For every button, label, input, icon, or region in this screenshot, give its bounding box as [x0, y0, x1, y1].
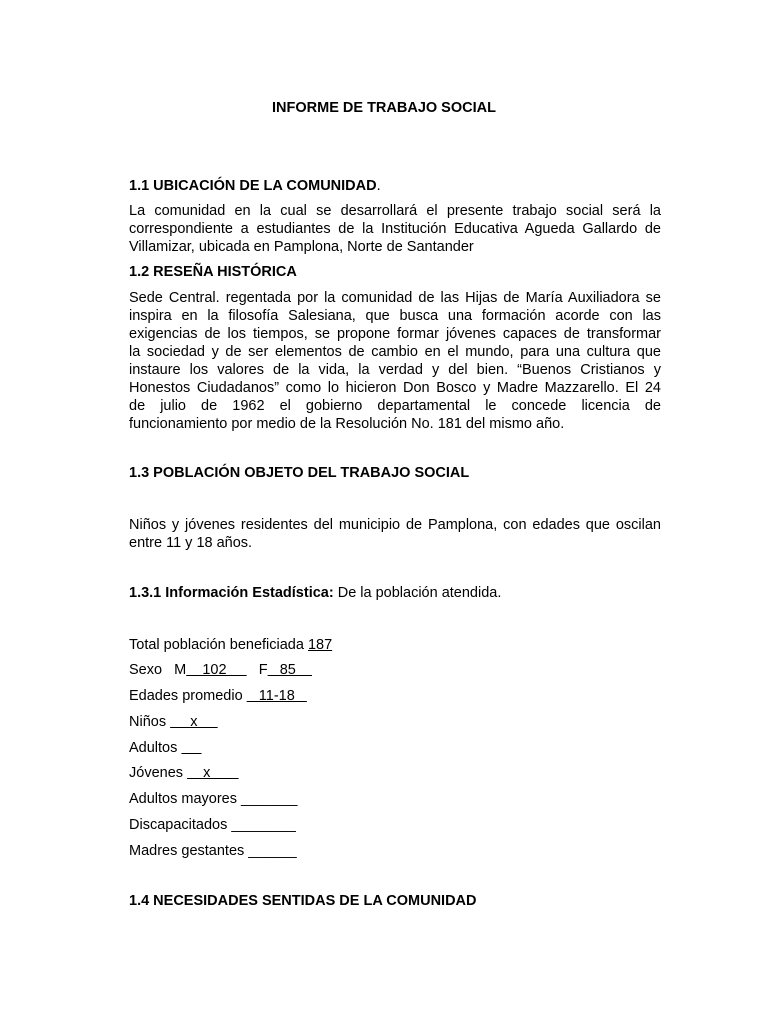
stat-label: Sexo M: [129, 662, 187, 678]
stat-label: Total población beneficiada: [129, 637, 308, 653]
section-heading-estadistica: [129, 585, 501, 602]
paragraph-ubicacion: [129, 202, 661, 256]
stat-value: 187: [307, 637, 333, 653]
stat-label: Edades promedio: [129, 688, 247, 704]
paragraph-line: Honestos Ciudadanos” como lo hicieron Don Bosco y Madre Mazzarello. El 24: [129, 380, 661, 396]
paragraph-line: correspondiente a estudiantes de la Institución Educativa Agueda Gallardo de: [129, 221, 661, 237]
stat-sexo: [129, 662, 312, 679]
paragraph-line: Sede Central. regentada por la comunidad de las Hijas de María Auxiliadora se: [129, 290, 661, 306]
stat-value: x: [170, 714, 218, 730]
paragraph-resena: [129, 289, 661, 433]
stat-value: ________: [231, 817, 296, 833]
section-heading-poblacion: 1.3 POBLACIÓN OBJETO DEL TRABAJO SOCIAL: [129, 465, 470, 481]
paragraph-line: La comunidad en la cual se desarrollará el presente trabajo social será la: [129, 203, 661, 219]
stat-jovenes: [129, 765, 239, 782]
stat-label: F: [246, 662, 268, 678]
stat-label: Jóvenes: [129, 765, 188, 781]
paragraph-line: la sociedad y de ser elementos de cambio en el mundo, para una cultura que: [129, 344, 661, 360]
paragraph-line: instaure los valores de la vida, la verdad y del bien. “Buenos Cristianos y: [129, 362, 661, 378]
document-title: INFORME DE TRABAJO SOCIAL: [272, 100, 496, 116]
stat-label: Niños: [129, 714, 171, 730]
stat-value: x: [187, 765, 239, 781]
stat-adultos-mayores: [129, 791, 297, 808]
stat-label: Adultos mayores: [129, 791, 242, 807]
stat-discapacitados: [129, 817, 296, 834]
stat-value: 11-18: [246, 688, 307, 704]
stat-value: 85: [267, 662, 312, 678]
stat-value: _______: [241, 791, 298, 807]
paragraph-line: Villamizar, ubicada en Pamplona, Norte de Santander: [129, 239, 474, 255]
estadistica-heading-label: 1.3.1 Información Estadística:: [129, 585, 334, 601]
section-heading-ubicacion-text: 1.1 UBICACIÓN DE LA COMUNIDAD: [129, 178, 377, 194]
stat-madres-gestantes: [129, 843, 297, 860]
paragraph-line: entre 11 y 18 años.: [129, 535, 253, 551]
stat-edades: [129, 688, 307, 705]
stat-adultos: [129, 740, 202, 757]
section-heading-necesidades: 1.4 NECESIDADES SENTIDAS DE LA COMUNIDAD: [129, 893, 477, 909]
section-heading-ubicacion: [129, 178, 381, 195]
stat-label: Discapacitados: [129, 817, 232, 833]
paragraph-line: inspira en la filosofía Salesiana, que busca una formación acorde con las: [129, 308, 661, 324]
stat-label: Madres gestantes: [129, 843, 249, 859]
stat-ninos: [129, 714, 218, 731]
estadistica-heading-text: De la población atendida.: [333, 585, 502, 601]
paragraph-line: exigencias de los tiempos, se propone formar jóvenes capaces de transformar: [129, 326, 661, 342]
stat-value: [181, 740, 201, 756]
stat-value: ______: [248, 843, 297, 859]
section-heading-ubicacion-period: .: [376, 178, 381, 194]
paragraph-line: de julio de 1962 el gobierno departamental le concede licencia de: [129, 398, 661, 414]
paragraph-poblacion: [129, 516, 661, 552]
paragraph-line: funcionamiento por medio de la Resolución No. 181 del mismo año.: [129, 416, 565, 432]
section-heading-resena: 1.2 RESEÑA HISTÓRICA: [129, 264, 297, 280]
stat-value: 102: [186, 662, 247, 678]
paragraph-line: Niños y jóvenes residentes del municipio de Pamplona, con edades que oscilan: [129, 517, 661, 533]
stat-label: Adultos: [129, 740, 182, 756]
stat-total: [129, 637, 332, 654]
